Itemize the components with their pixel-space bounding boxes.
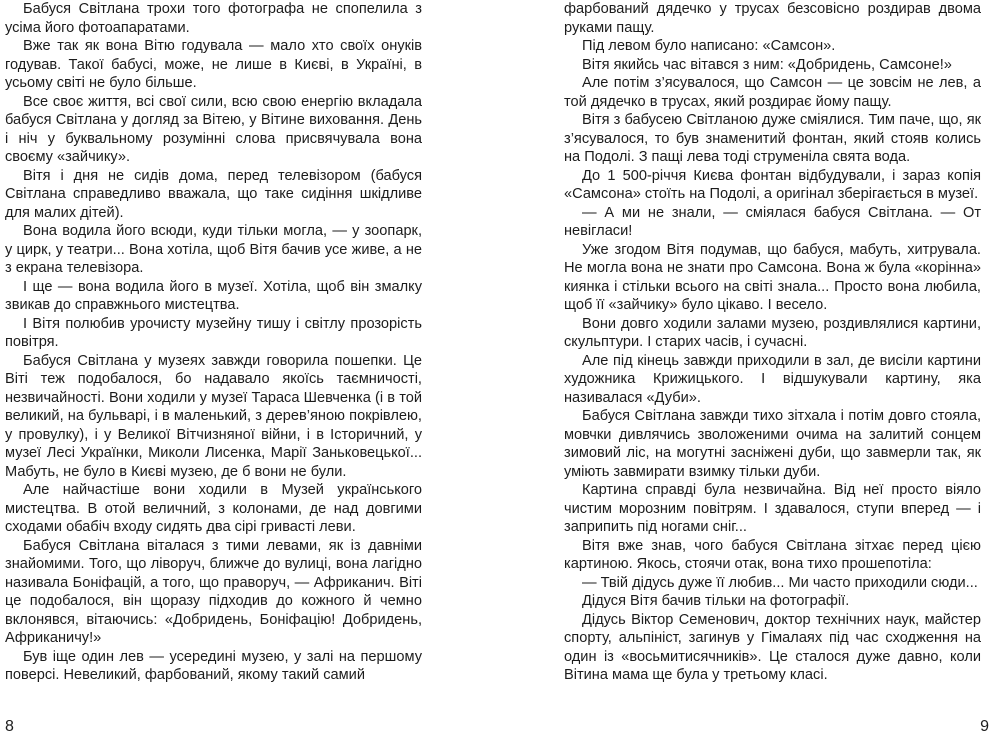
paragraph: І Вітя полюбив урочисту музейну тишу і світлу прозорість повітря. <box>5 315 422 350</box>
paragraph: Вже так як вона Вітю годувала — мало хто своїх онуків годував. Такої бабусі, може, не лише в Києві, в Україні, в усьому світі не було більше. <box>5 38 422 91</box>
paragraph: Вони довго ходили залами музею, роздивлялися картини, скульптури. І старих часів, і сучасні. <box>564 315 981 350</box>
paragraph: Вітя з бабусею Світланою дуже сміялися. Тим паче, що, як з’ясувалося, то був знаменитий фонтан, який стояв колись на Подолі. З пащі лева тоді струменіла свята вода. <box>564 112 981 165</box>
paragraph: — Твій дідусь дуже її любив... Ми часто приходили сюди... <box>582 574 978 591</box>
paragraph: Під левом було написано: «Самсон». <box>582 38 836 54</box>
paragraph: Уже згодом Вітя подумав, що бабуся, мабуть, хитрувала. Не могла вона не знати про Самсона. Вона ж була «корінна» киянка і стільки всього на світі знала... Просто вона любила, щоб її «зайчику» було цікаво. І весело. <box>564 241 981 313</box>
paragraph: Дідусь Віктор Семенович, доктор технічних наук, майстер спорту, альпініст, загинув у Гімалаях під час сходження на один із «восьмитисячників». Це сталося дуже давно, коли Вітина мама ще була у третьому класі. <box>564 611 981 683</box>
paragraph: Але під кінець завжди приходили в зал, де висіли картини художника Крижицького. І відшукували картину, яка називалася «Дуби». <box>564 352 981 406</box>
paragraph: Бабуся Світлана у музеях завжди говорила пошепки. Це Віті теж подобалося, бо надавало якоїсь таємничості, незвичайності. Вони ходили у музеї Тараса Шевченка (і в той великий, на бульварі, і в маленький, з дерев’яною покрівлею, у провулку), і у Великої Вітчизняної війни, і в Історичний, у музеї Лесі Українки, Миколи Лисенка, Марії Заньковецької... Мабуть, не було в Києві музею, де б вони не були. <box>5 352 422 480</box>
paragraph: Вітя якийсь час вітався з ним: «Добридень, Самсоне!» <box>582 56 952 73</box>
paragraph: Все своє життя, всі свої сили, всю свою енергію вкладала бабуся Світлана у догляд за Вітею, у Вітине виховання. День і ніч у буквальному розумінні слова присвячувала вона своєму «зайчику». <box>5 93 422 165</box>
paragraph: Картина справді була незвичайна. Від неї просто віяло чистим морозним повітрям. І здавалося, ступи вперед — і заприпить під ногами сніг... <box>564 482 981 535</box>
page-number: 8 <box>5 718 14 735</box>
paragraph: Дідуся Вітя бачив тільки на фотографії. <box>582 593 850 609</box>
paragraph: Вітя і дня не сидів дома, перед телевізором (бабуся Світлана справедливо вважала, що таке сидіння шкідливе для малих дітей). <box>5 167 422 221</box>
right-page-text <box>564 0 981 685</box>
paragraph: Але потім з’ясувалося, що Самсон — це зовсім не лев, а той дядечко в трусах, який роздирає йому пащу. <box>564 75 981 110</box>
left-page-text <box>5 0 422 685</box>
page-number: 9 <box>980 718 989 735</box>
continued-paragraph: фарбований дядечко у трусах безсовісно роздирав двома руками пащу. <box>564 1 981 36</box>
right-page <box>564 0 989 740</box>
left-page <box>5 0 422 740</box>
paragraph: І ще — вона водила його в музеї. Хотіла, щоб він змалку звикав до справжнього мистецтва. <box>5 278 422 313</box>
paragraph: Вітя вже знав, чого бабуся Світлана зітхає перед цією картиною. Якось, стоячи отак, вона тихо прошепотіла: <box>564 537 981 572</box>
paragraph: Бабуся Світлана трохи того фотографа не спопелила з усіма його фотоапаратами. <box>5 1 422 36</box>
paragraph: Бабуся Світлана віталася з тими левами, як із давніми знайомими. Того, що ліворуч, ближче до вулиці, вона лагідно називала Боніфацій, а того, що праворуч, — Африканич. Віті це подобалося, він щоразу підходив до кожного й чемно вклонявся, вітаючись: «Добридень, Боніфацію! Добридень, Африканичу!» <box>5 537 422 646</box>
paragraph: Бабуся Світлана завжди тихо зітхала і потім довго стояла, мовчки дивлячись зволоженими очима на залитий сонцем зимовий ліс, на могутні засніжені дуби, що завмерли так, як уміють завмирати взимку тільки дуби. <box>564 408 981 480</box>
paragraph: Був іще один лев — усередині музею, у залі на першому поверсі. Невеликий, фарбований, якому такий самий <box>5 648 422 683</box>
paragraph: Вона водила його всюди, куди тільки могла, — у зоопарк, у цирк, у театри... Вона хотіла, щоб Вітя бачив усе живе, а не з екрана телевізора. <box>5 223 422 276</box>
paragraph: До 1 500-річчя Києва фонтан відбудували, і зараз копія «Самсона» стоїть на Подолі, а оригінал зберігається в музеї. <box>564 167 981 202</box>
paragraph: Але найчастіше вони ходили в Музей українського мистецтва. В отой величний, з колонами, де над довгими сходами обабіч входу сидять два сірі гриваcті леви. <box>5 482 422 535</box>
paragraph: — А ми не знали, — сміялася бабуся Світлана. — От невігласи! <box>564 204 981 239</box>
